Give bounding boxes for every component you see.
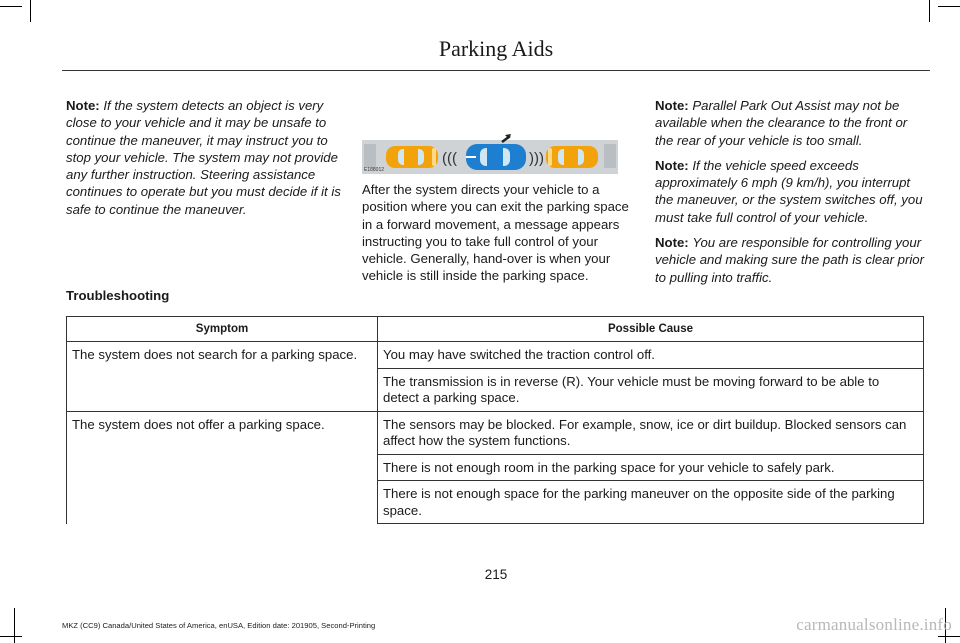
- crop-mark: [938, 6, 960, 7]
- page-title: Parking Aids: [438, 36, 554, 61]
- table-row: [67, 454, 924, 481]
- note-text: You are responsible for controlling your vehicle and making sure the path is clear prior to pulling into traffic.: [655, 235, 925, 285]
- cause-cell: The sensors may be blocked. For example, snow, ice or dirt buildup. Blocked sensors can affect how the system functions.: [378, 411, 924, 454]
- page-number: 215: [484, 567, 508, 582]
- note-paragraph: [655, 97, 927, 149]
- note-text: If the vehicle speed exceeds approximately 6 mph (9 km/h), you interrupt the maneuver, or the system switches off, you must take full control of your vehicle.: [655, 157, 923, 225]
- symptom-cell: [67, 368, 378, 411]
- symptom-cell: [67, 481, 378, 524]
- troubleshooting-table: [66, 316, 924, 524]
- note-label: Note:: [655, 235, 689, 251]
- figure-code: E188012: [364, 167, 385, 173]
- table-row: [67, 411, 924, 454]
- cause-cell: There is not enough room in the parking space for your vehicle to safely park.: [378, 454, 924, 481]
- symptom-cell: The system does not offer a parking space.: [67, 411, 378, 454]
- note-label: Note:: [655, 157, 689, 173]
- title-divider: [62, 70, 930, 71]
- hand-over-paragraph: After the system directs your vehicle to a position where you can exit the parking space in a forward movement, a message appears instructing you to take full control of your vehicle. Generally, hand-over is when your vehicle is still inside the parking space.: [362, 182, 629, 284]
- section-heading: Troubleshooting: [66, 288, 170, 303]
- middle-column: [362, 181, 632, 293]
- edition-footer: MKZ (CC9) Canada/United States of America, enUSA, Edition date: 201905, Second-Printing: [62, 621, 376, 630]
- symptom-cell: The system does not search for a parking space.: [67, 342, 378, 369]
- table-row: [67, 342, 924, 369]
- note-text: If the system detects an object is very close to your vehicle and it may be unsafe to continue the maneuver, it may instruct you to stop your vehicle. The system may not provide any further instruction. Steering assistance continues to operate but you must decide if it is safe to continue the maneuver.: [66, 98, 341, 217]
- svg-text:))): ))): [529, 150, 544, 167]
- note-paragraph: [66, 97, 342, 218]
- crop-mark: [0, 636, 22, 637]
- table-header-row: [67, 317, 924, 342]
- table-row: [67, 481, 924, 524]
- left-column: [66, 97, 342, 226]
- crop-mark: [929, 0, 930, 22]
- symptom-cell: [67, 454, 378, 481]
- crop-mark: [0, 6, 22, 7]
- watermark[interactable]: carmanualsonline.info: [796, 615, 952, 634]
- column-header-symptom: Symptom: [67, 317, 378, 342]
- parking-exit-illustration: [362, 132, 618, 174]
- note-paragraph: [655, 234, 927, 286]
- column-header-cause: Possible Cause: [378, 317, 924, 342]
- table-row: [67, 368, 924, 411]
- cause-cell: There is not enough space for the parking maneuver on the opposite side of the parking space.: [378, 481, 924, 524]
- svg-text:(((: (((: [442, 150, 457, 167]
- note-label: Note:: [66, 98, 100, 113]
- note-paragraph: [655, 157, 927, 226]
- right-column: [655, 97, 927, 294]
- cause-cell: The transmission is in reverse (R). Your vehicle must be moving forward to be able to detect a parking space.: [378, 368, 924, 411]
- crop-mark: [30, 0, 31, 22]
- note-label: Note:: [655, 98, 689, 113]
- cause-cell: You may have switched the traction control off.: [378, 342, 924, 369]
- crop-mark: [14, 608, 15, 643]
- crop-mark: [938, 636, 960, 637]
- note-text: Parallel Park Out Assist may not be available when the clearance to the front or the rear of your vehicle is too small.: [655, 98, 908, 148]
